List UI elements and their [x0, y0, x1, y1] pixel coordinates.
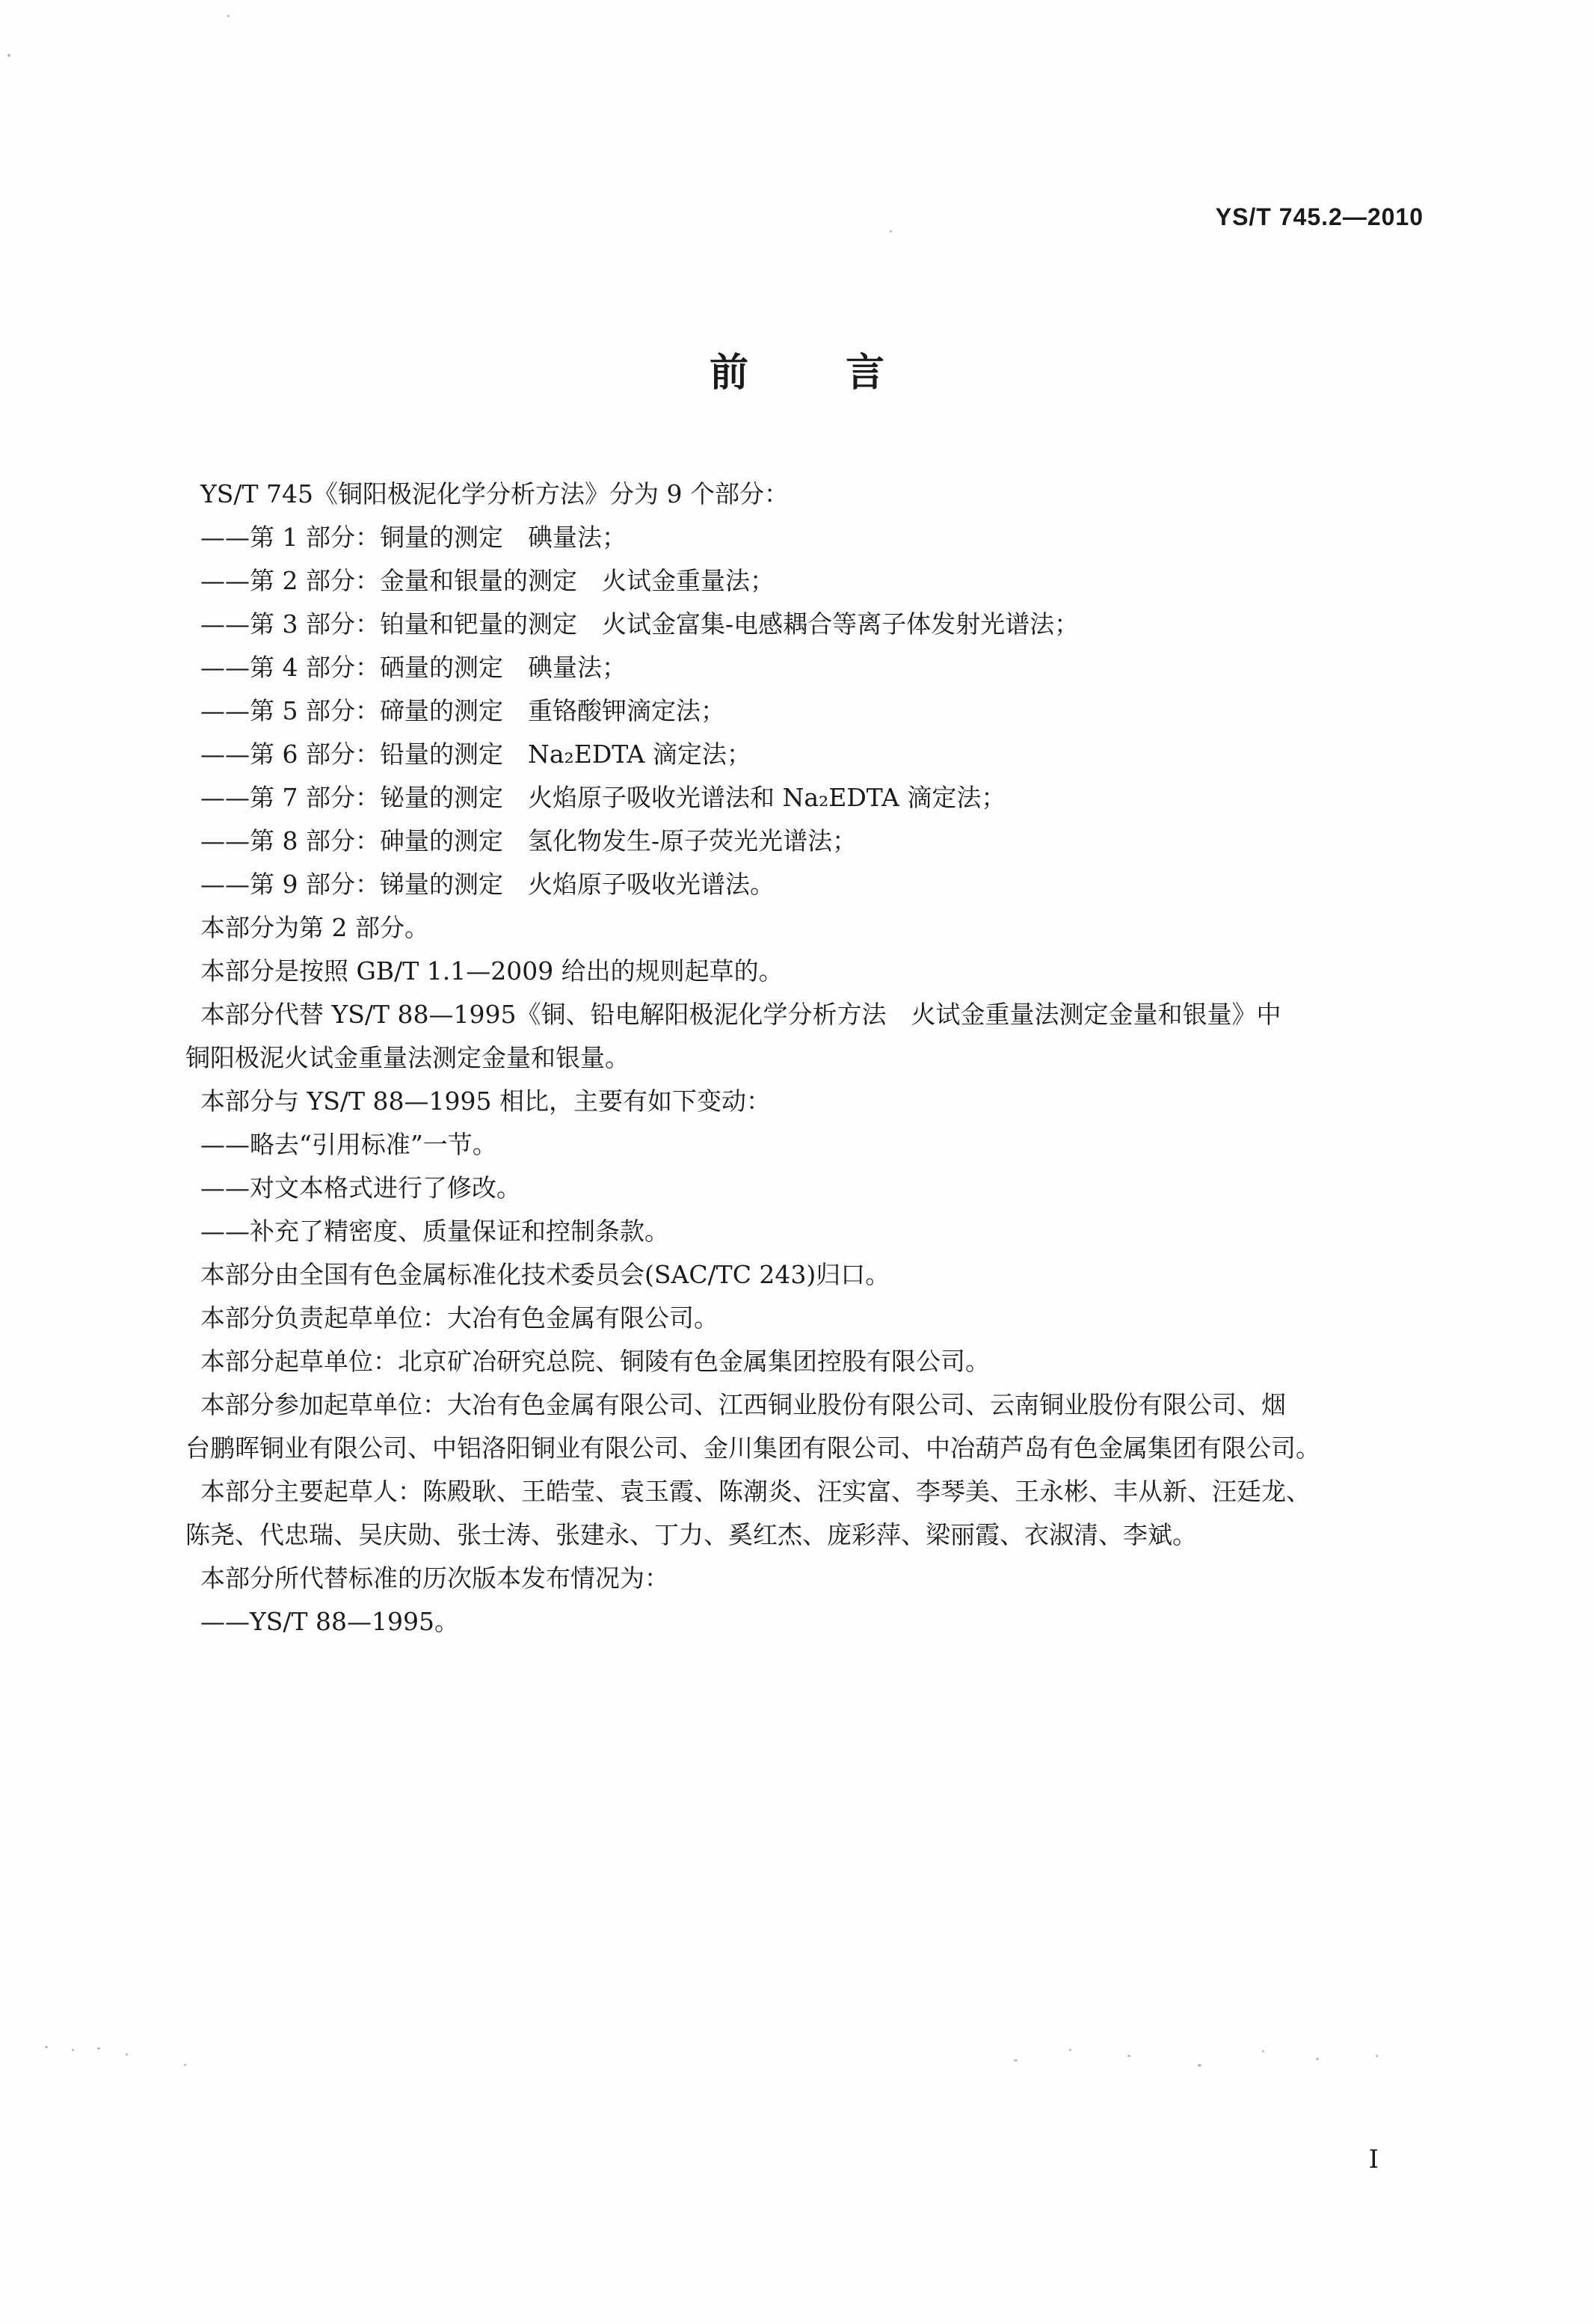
scan-speck	[72, 2049, 74, 2051]
scan-speck	[227, 15, 230, 17]
scan-speck	[1316, 2058, 1319, 2060]
paragraph-part-number: 本部分为第 2 部分。	[200, 913, 429, 942]
paragraph-history: 本部分所代替标准的历次版本发布情况为：	[200, 1564, 669, 1593]
list-item-part-5: ——第 5 部分：碲量的测定 重铬酸钾滴定法；	[200, 696, 725, 725]
scan-speck	[1069, 2049, 1071, 2051]
paragraph-drafting-units: 本部分起草单位：北京矿冶研究总院、铜陵有色金属集团控股有限公司。	[200, 1347, 990, 1376]
list-item-part-8: ——第 8 部分：砷量的测定 氢化物发生-原子荧光光谱法；	[200, 826, 858, 855]
paragraph-participating-units: 本部分参加起草单位：大冶有色金属有限公司、江西铜业股份有限公司、云南铜业股份有限公司、烟	[200, 1390, 1286, 1419]
list-item-history-1: ——YS/T 88—1995。	[200, 1607, 459, 1636]
scan-speck	[126, 2053, 128, 2056]
scan-speck	[1262, 2050, 1264, 2053]
list-item-part-2: ——第 2 部分：金量和银量的测定 火试金重量法；	[200, 566, 775, 595]
scan-speck	[7, 54, 10, 57]
list-item-part-9: ——第 9 部分：锑量的测定 火焰原子吸收光谱法。	[200, 870, 775, 899]
list-item-part-6: ——第 6 部分：铅量的测定 Na₂EDTA 滴定法；	[200, 740, 751, 769]
list-item-part-4: ——第 4 部分：硒量的测定 碘量法；	[200, 653, 627, 682]
page-title: 前言	[709, 351, 982, 396]
paragraph-replaces-continued: 铜阳极泥火试金重量法测定金量和银量。	[185, 1043, 630, 1072]
paragraph-main-drafters: 本部分主要起草人：陈殿耿、王皓莹、袁玉霞、陈潮炎、汪实富、李琴美、王永彬、丰从新、汪廷龙、	[200, 1477, 1311, 1506]
scan-speck	[97, 2047, 100, 2050]
paragraph-responsible-unit: 本部分负责起草单位：大冶有色金属有限公司。	[200, 1303, 718, 1332]
scan-speck	[1198, 2064, 1201, 2067]
list-item-part-3: ——第 3 部分：铂量和钯量的测定 火试金富集-电感耦合等离子体发射光谱法；	[200, 609, 1080, 639]
standard-number: YS/T 745.2—2010	[1215, 203, 1424, 230]
paragraph-main-drafters-continued: 陈尧、代忠瑞、吴庆勋、张士涛、张建永、丁力、奚红杰、庞彩萍、梁丽霞、衣淑清、李斌。	[185, 1520, 1197, 1549]
list-item-change-2: ——对文本格式进行了修改。	[200, 1173, 521, 1202]
paragraph-drafting-rules: 本部分是按照 GB/T 1.1—2009 给出的规则起草的。	[200, 956, 784, 986]
list-item-part-7: ——第 7 部分：铋量的测定 火焰原子吸收光谱法和 Na₂EDTA 滴定法；	[200, 783, 1006, 812]
list-item-part-1: ——第 1 部分：铜量的测定 碘量法；	[200, 523, 627, 552]
paragraph-intro: YS/T 745《铜阳极泥化学分析方法》分为 9 个部分：	[200, 479, 789, 508]
foreword-body	[185, 473, 1427, 1644]
page-number: I	[1368, 2145, 1379, 2174]
paragraph-replaces: 本部分代替 YS/T 88—1995《铜、铅电解阳极泥化学分析方法 火试金重量法测定金量和银量》中	[200, 1000, 1281, 1029]
list-item-change-3: ——补充了精密度、质量保证和控制条款。	[200, 1217, 669, 1246]
scan-speck	[890, 230, 892, 233]
list-item-change-1: ——略去“引用标准”一节。	[200, 1130, 497, 1159]
paragraph-participating-units-continued: 台鹏晖铜业有限公司、中铝洛阳铜业有限公司、金川集团有限公司、中冶葫芦岛有色金属集团有限公司。	[185, 1433, 1320, 1463]
scan-speck	[45, 2046, 48, 2048]
scan-speck	[1376, 2055, 1378, 2057]
scan-speck	[184, 2064, 186, 2066]
scan-speck	[1014, 2059, 1018, 2062]
paragraph-changes: 本部分与 YS/T 88—1995 相比，主要有如下变动：	[200, 1086, 771, 1116]
paragraph-committee: 本部分由全国有色金属标准化技术委员会(SAC/TC 243)归口。	[200, 1260, 890, 1289]
scan-speck	[1127, 2055, 1130, 2057]
